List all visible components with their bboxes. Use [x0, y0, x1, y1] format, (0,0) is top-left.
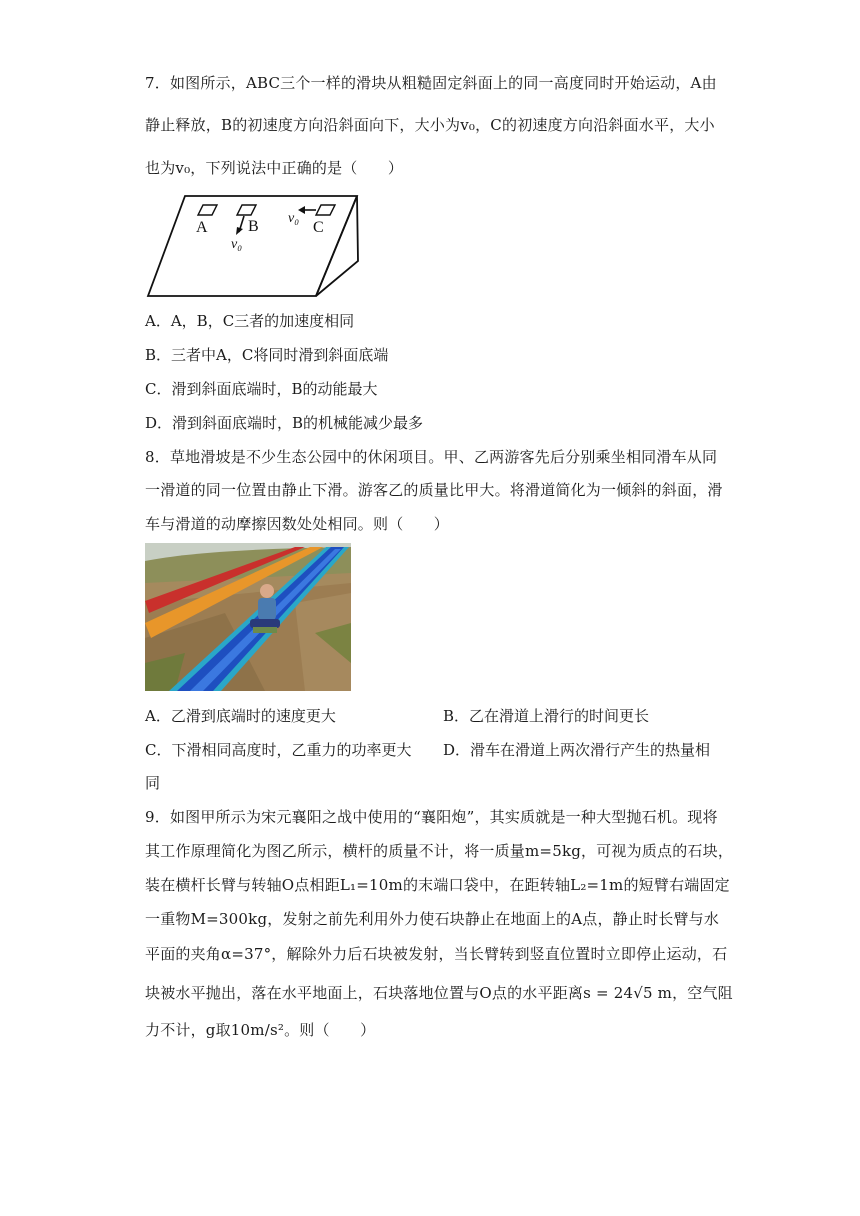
q7-option-c: C．滑到斜面底端时，B的动能最大 — [145, 380, 378, 398]
q7-line-3: 也为v₀，下列说法中正确的是（ ） — [145, 159, 404, 177]
block-b — [237, 205, 256, 215]
q8-option-a: A．乙滑到底端时的速度更大 — [145, 707, 336, 725]
q9-line-4: 一重物M=300kg，发射之前先利用外力使石块静止在地面上的A点，静止时长臂与水 — [145, 910, 720, 928]
q8-line-1: 8．草地滑坡是不少生态公园中的休闲项目。甲、乙两游客先后分别乘坐相同滑车从同 — [145, 448, 718, 466]
q9-line-7: 力不计，g取10m/s²。则（ ） — [145, 1021, 376, 1039]
grass-slide-photo — [145, 543, 351, 691]
q8-line-2: 一滑道的同一位置由静止下滑。游客乙的质量比甲大。将滑道简化为一倾斜的斜面，滑 — [145, 481, 723, 499]
q9-line-5: 平面的夹角α=37°，解除外力后石块被发射，当长臂转到竖直位置时立即停止运动，石 — [145, 945, 728, 963]
incline-diagram — [140, 185, 370, 303]
label-v0-c: v₀ — [288, 211, 300, 226]
label-a: A — [196, 219, 208, 236]
incline-side-face — [316, 196, 358, 296]
q9-line-6: 块被水平抛出，落在水平地面上，石块落地位置与O点的水平距离s = 24√5 m，空气阻 — [145, 984, 733, 1002]
q7-line-2: 静止释放，B的初速度方向沿斜面向下，大小为v₀，C的初速度方向沿斜面水平，大小 — [145, 116, 715, 134]
block-a — [198, 205, 217, 215]
block-c — [316, 205, 335, 215]
q8-option-d: D．滑车在滑道上两次滑行产生的热量相 — [443, 741, 711, 759]
q9-line-2: 其工作原理简化为图乙所示，横杆的质量不计，将一质量m=5kg，可视为质点的石块， — [145, 842, 734, 860]
q7-line-1: 7．如图所示，ABC三个一样的滑块从粗糙固定斜面上的同一高度同时开始运动，A由 — [145, 74, 717, 92]
q7-option-d: D．滑到斜面底端时，B的机械能减少最多 — [145, 414, 424, 432]
q7-option-a: A．A，B，C三者的加速度相同 — [145, 312, 355, 330]
label-v0-b: v₀ — [231, 237, 243, 252]
q9-line-1: 9．如图甲所示为宋元襄阳之战中使用的“襄阳炮”，其实质就是一种大型抛石机。现将 — [145, 808, 718, 826]
q8-option-c: C．下滑相同高度时，乙重力的功率更大 — [145, 741, 412, 759]
q7-option-b: B．三者中A，C将同时滑到斜面底端 — [145, 346, 389, 364]
label-b: B — [248, 218, 259, 235]
label-c: C — [313, 219, 324, 236]
q8-option-b: B．乙在滑道上滑行的时间更长 — [443, 707, 650, 725]
q9-line-3: 装在横杆长臂与转轴O点相距L₁=10m的末端口袋中，在距转轴L₂=1m的短臂右端固定 — [145, 876, 730, 894]
q8-line-3: 车与滑道的动摩擦因数处处相同。则（ ） — [145, 515, 450, 533]
q8-option-d-continued: 同 — [145, 774, 161, 792]
